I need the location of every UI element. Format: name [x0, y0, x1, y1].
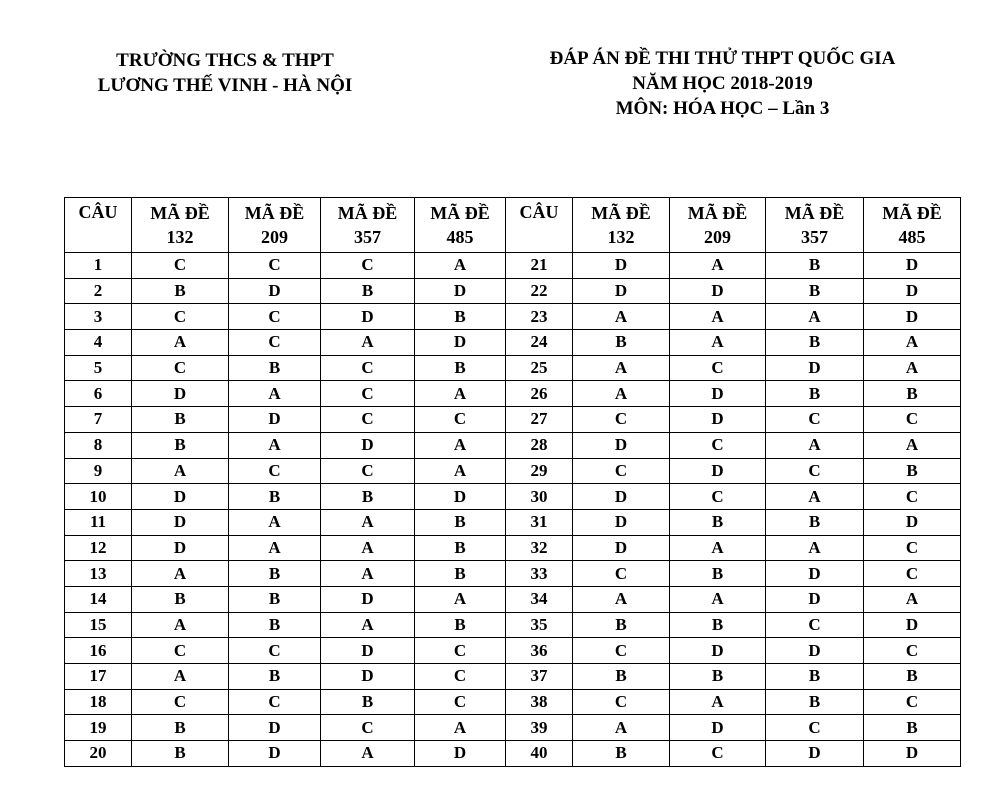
answer-cell: D — [670, 458, 766, 484]
answer-cell: A — [864, 586, 961, 612]
answer-cell: D — [766, 586, 864, 612]
exam-title-line3: MÔN: HÓA HỌC – Lần 3 — [615, 98, 830, 119]
answer-cell: B — [229, 586, 321, 612]
table-row — [65, 278, 961, 304]
code-header-label: MÃ ĐỀ — [591, 203, 651, 223]
table-row — [65, 664, 961, 690]
answer-cell: C — [229, 330, 321, 356]
answer-cell: D — [321, 664, 415, 690]
answer-cell: D — [229, 278, 321, 304]
code-header — [229, 198, 321, 253]
answer-cell: A — [864, 355, 961, 381]
answer-cell: C — [864, 484, 961, 510]
question-number: 26 — [506, 381, 573, 407]
answer-cell: C — [229, 638, 321, 664]
answer-cell: A — [321, 561, 415, 587]
question-number: 36 — [506, 638, 573, 664]
answer-cell: B — [229, 484, 321, 510]
question-number: 30 — [506, 484, 573, 510]
answer-cell: C — [864, 561, 961, 587]
answer-cell: C — [229, 304, 321, 330]
answer-cell: C — [321, 458, 415, 484]
table-row — [65, 689, 961, 715]
answer-cell: C — [766, 458, 864, 484]
answer-cell: D — [132, 509, 229, 535]
answer-cell: B — [864, 458, 961, 484]
answer-cell: B — [229, 355, 321, 381]
code-header-number: 357 — [801, 227, 828, 247]
answer-cell: B — [766, 278, 864, 304]
answer-cell: D — [670, 381, 766, 407]
question-number: 7 — [65, 407, 132, 433]
answer-cell: C — [864, 689, 961, 715]
answer-cell: D — [573, 432, 670, 458]
question-number: 4 — [65, 330, 132, 356]
code-header — [670, 198, 766, 253]
question-number: 11 — [65, 509, 132, 535]
answer-cell: B — [415, 304, 506, 330]
answer-cell: A — [415, 381, 506, 407]
answer-cell: B — [670, 664, 766, 690]
answer-cell: D — [415, 278, 506, 304]
answer-cell: A — [573, 381, 670, 407]
answer-cell: B — [415, 355, 506, 381]
answer-cell: D — [864, 741, 961, 767]
answer-cell: A — [670, 304, 766, 330]
table-row — [65, 381, 961, 407]
school-name-line1: TRƯỜNG THCS & THPT — [116, 50, 334, 71]
question-number: 15 — [65, 612, 132, 638]
answer-cell: B — [670, 561, 766, 587]
question-number: 39 — [506, 715, 573, 741]
answer-cell: C — [415, 689, 506, 715]
answer-cell: B — [321, 278, 415, 304]
answer-cell: A — [766, 484, 864, 510]
answer-cell: A — [864, 330, 961, 356]
code-header-number: 485 — [446, 227, 474, 247]
exam-title-line2: NĂM HỌC 2018-2019 — [632, 73, 813, 94]
answer-cell: D — [321, 586, 415, 612]
table-row — [65, 509, 961, 535]
answer-cell: C — [132, 253, 229, 279]
question-number: 10 — [65, 484, 132, 510]
answer-cell: B — [766, 330, 864, 356]
answer-table-body — [65, 253, 961, 767]
answer-cell: D — [321, 304, 415, 330]
answer-cell: B — [573, 741, 670, 767]
answer-cell: C — [229, 689, 321, 715]
answer-cell: A — [132, 458, 229, 484]
code-header-number: 132 — [166, 227, 194, 247]
question-number: 38 — [506, 689, 573, 715]
answer-cell: C — [766, 407, 864, 433]
school-name-block — [60, 48, 390, 98]
answer-cell: A — [321, 535, 415, 561]
answer-cell: B — [132, 407, 229, 433]
answer-cell: A — [415, 715, 506, 741]
code-header-number: 209 — [704, 227, 731, 247]
answer-cell: A — [864, 432, 961, 458]
answer-cell: D — [321, 638, 415, 664]
answer-cell: D — [670, 278, 766, 304]
question-number: 18 — [65, 689, 132, 715]
table-row — [65, 253, 961, 279]
table-row — [65, 561, 961, 587]
question-number: 3 — [65, 304, 132, 330]
answer-cell: D — [415, 484, 506, 510]
table-header-row — [65, 198, 961, 253]
answer-cell: C — [415, 664, 506, 690]
answer-cell: D — [670, 407, 766, 433]
table-row — [65, 355, 961, 381]
code-header — [321, 198, 415, 253]
answer-cell: A — [321, 741, 415, 767]
question-number: 17 — [65, 664, 132, 690]
answer-cell: A — [415, 586, 506, 612]
answer-cell: C — [670, 432, 766, 458]
answer-cell: C — [573, 689, 670, 715]
answer-cell: A — [132, 561, 229, 587]
answer-cell: A — [229, 535, 321, 561]
answer-cell: B — [132, 278, 229, 304]
answer-cell: B — [415, 509, 506, 535]
answer-cell: D — [864, 253, 961, 279]
answer-cell: C — [766, 715, 864, 741]
answer-cell: C — [132, 689, 229, 715]
answer-cell: C — [573, 407, 670, 433]
question-number: 6 — [65, 381, 132, 407]
answer-cell: B — [415, 561, 506, 587]
answer-cell: A — [573, 586, 670, 612]
answer-cell: A — [229, 509, 321, 535]
answer-key-table — [64, 197, 961, 767]
answer-cell: C — [415, 407, 506, 433]
answer-cell: B — [766, 664, 864, 690]
code-header — [766, 198, 864, 253]
question-number: 8 — [65, 432, 132, 458]
answer-cell: D — [573, 278, 670, 304]
code-header-label: MÃ ĐỀ — [337, 203, 398, 223]
answer-cell: D — [766, 741, 864, 767]
question-header-left: CÂU — [65, 198, 132, 253]
answer-cell: D — [864, 612, 961, 638]
table-row — [65, 330, 961, 356]
answer-cell: B — [132, 432, 229, 458]
answer-cell: B — [864, 381, 961, 407]
question-number: 23 — [506, 304, 573, 330]
code-header — [864, 198, 961, 253]
answer-cell: C — [573, 638, 670, 664]
answer-cell: B — [321, 484, 415, 510]
answer-cell: B — [864, 664, 961, 690]
answer-cell: A — [321, 330, 415, 356]
code-header-number: 357 — [354, 227, 381, 247]
answer-cell: B — [670, 509, 766, 535]
answer-cell: D — [321, 432, 415, 458]
answer-cell: D — [415, 741, 506, 767]
answer-cell: A — [766, 304, 864, 330]
question-number: 34 — [506, 586, 573, 612]
answer-cell: D — [864, 509, 961, 535]
code-header — [132, 198, 229, 253]
answer-cell: C — [132, 304, 229, 330]
answer-cell: C — [229, 253, 321, 279]
table-row — [65, 741, 961, 767]
answer-cell: A — [573, 355, 670, 381]
code-header-label: MÃ ĐỀ — [430, 203, 490, 223]
question-number: 12 — [65, 535, 132, 561]
question-number: 20 — [65, 741, 132, 767]
answer-cell: D — [670, 715, 766, 741]
answer-cell: A — [415, 432, 506, 458]
answer-cell: C — [321, 253, 415, 279]
answer-cell: B — [766, 253, 864, 279]
code-header-label: MÃ ĐỀ — [150, 203, 210, 223]
answer-cell: D — [229, 741, 321, 767]
answer-cell: C — [670, 484, 766, 510]
answer-cell: B — [132, 741, 229, 767]
question-number: 27 — [506, 407, 573, 433]
answer-cell: B — [132, 586, 229, 612]
question-number: 22 — [506, 278, 573, 304]
answer-cell: B — [670, 612, 766, 638]
answer-cell: B — [229, 612, 321, 638]
table-row — [65, 407, 961, 433]
question-number: 37 — [506, 664, 573, 690]
question-number: 24 — [506, 330, 573, 356]
answer-cell: C — [864, 535, 961, 561]
answer-cell: C — [864, 638, 961, 664]
question-number: 14 — [65, 586, 132, 612]
answer-cell: A — [670, 330, 766, 356]
answer-cell: C — [573, 561, 670, 587]
answer-cell: B — [321, 689, 415, 715]
code-header-number: 209 — [261, 227, 288, 247]
code-header — [573, 198, 670, 253]
answer-cell: A — [766, 535, 864, 561]
code-header — [415, 198, 506, 253]
answer-cell: C — [321, 381, 415, 407]
answer-cell: D — [573, 535, 670, 561]
answer-cell: C — [573, 458, 670, 484]
answer-cell: A — [132, 330, 229, 356]
answer-cell: C — [321, 355, 415, 381]
answer-cell: A — [321, 612, 415, 638]
answer-cell: B — [415, 612, 506, 638]
answer-cell: C — [229, 458, 321, 484]
answer-cell: C — [321, 715, 415, 741]
answer-cell: D — [132, 484, 229, 510]
question-number: 40 — [506, 741, 573, 767]
question-number: 28 — [506, 432, 573, 458]
question-header-right: CÂU — [506, 198, 573, 253]
answer-cell: A — [415, 458, 506, 484]
table-row — [65, 304, 961, 330]
answer-cell: A — [766, 432, 864, 458]
question-number: 29 — [506, 458, 573, 484]
answer-cell: D — [670, 638, 766, 664]
code-header-label: MÃ ĐỀ — [244, 203, 305, 223]
answer-cell: D — [229, 407, 321, 433]
answer-cell: D — [573, 253, 670, 279]
table-row — [65, 715, 961, 741]
answer-cell: D — [229, 715, 321, 741]
code-header-label: MÃ ĐỀ — [882, 203, 942, 223]
answer-cell: B — [766, 509, 864, 535]
question-number: 35 — [506, 612, 573, 638]
answer-cell: D — [132, 535, 229, 561]
answer-cell: A — [415, 253, 506, 279]
answer-cell: B — [132, 715, 229, 741]
answer-cell: A — [229, 432, 321, 458]
answer-cell: C — [321, 407, 415, 433]
question-number: 16 — [65, 638, 132, 664]
answer-cell: C — [670, 355, 766, 381]
answer-cell: B — [864, 715, 961, 741]
question-number: 9 — [65, 458, 132, 484]
question-number: 32 — [506, 535, 573, 561]
answer-cell: B — [573, 664, 670, 690]
answer-cell: C — [132, 638, 229, 664]
answer-cell: D — [132, 381, 229, 407]
answer-cell: A — [229, 381, 321, 407]
answer-cell: B — [415, 535, 506, 561]
answer-cell: C — [766, 612, 864, 638]
answer-cell: C — [132, 355, 229, 381]
table-row — [65, 458, 961, 484]
answer-cell: A — [670, 535, 766, 561]
question-number: 21 — [506, 253, 573, 279]
code-header-number: 132 — [607, 227, 635, 247]
answer-cell: B — [573, 330, 670, 356]
school-name-line2: LƯƠNG THẾ VINH - HÀ NỘI — [97, 75, 353, 96]
answer-cell: D — [864, 304, 961, 330]
answer-cell: D — [573, 509, 670, 535]
answer-cell: B — [573, 612, 670, 638]
question-number: 25 — [506, 355, 573, 381]
answer-cell: D — [573, 484, 670, 510]
answer-cell: B — [766, 381, 864, 407]
answer-cell: A — [670, 689, 766, 715]
answer-cell: A — [132, 664, 229, 690]
question-number: 31 — [506, 509, 573, 535]
question-number: 2 — [65, 278, 132, 304]
question-number: 5 — [65, 355, 132, 381]
answer-cell: D — [864, 278, 961, 304]
answer-cell: C — [415, 638, 506, 664]
answer-cell: A — [132, 612, 229, 638]
table-row — [65, 432, 961, 458]
question-number: 19 — [65, 715, 132, 741]
answer-cell: C — [864, 407, 961, 433]
answer-cell: B — [229, 561, 321, 587]
question-number: 1 — [65, 253, 132, 279]
answer-cell: B — [766, 689, 864, 715]
exam-title-line1: ĐÁP ÁN ĐỀ THI THỬ THPT QUỐC GIA — [549, 48, 896, 69]
answer-cell: D — [766, 561, 864, 587]
answer-cell: D — [766, 355, 864, 381]
answer-cell: B — [229, 664, 321, 690]
answer-cell: A — [573, 715, 670, 741]
answer-cell: A — [670, 586, 766, 612]
question-number: 33 — [506, 561, 573, 587]
code-header-label: MÃ ĐỀ — [784, 203, 845, 223]
code-header-label: MÃ ĐỀ — [687, 203, 748, 223]
answer-cell: D — [415, 330, 506, 356]
table-row — [65, 586, 961, 612]
answer-cell: A — [573, 304, 670, 330]
answer-cell: C — [670, 741, 766, 767]
answer-cell: A — [321, 509, 415, 535]
table-row — [65, 484, 961, 510]
exam-title-block — [500, 46, 945, 121]
table-row — [65, 612, 961, 638]
answer-cell: D — [766, 638, 864, 664]
code-header-number: 485 — [898, 227, 926, 247]
table-row — [65, 535, 961, 561]
question-number: 13 — [65, 561, 132, 587]
answer-cell: A — [670, 253, 766, 279]
table-row — [65, 638, 961, 664]
